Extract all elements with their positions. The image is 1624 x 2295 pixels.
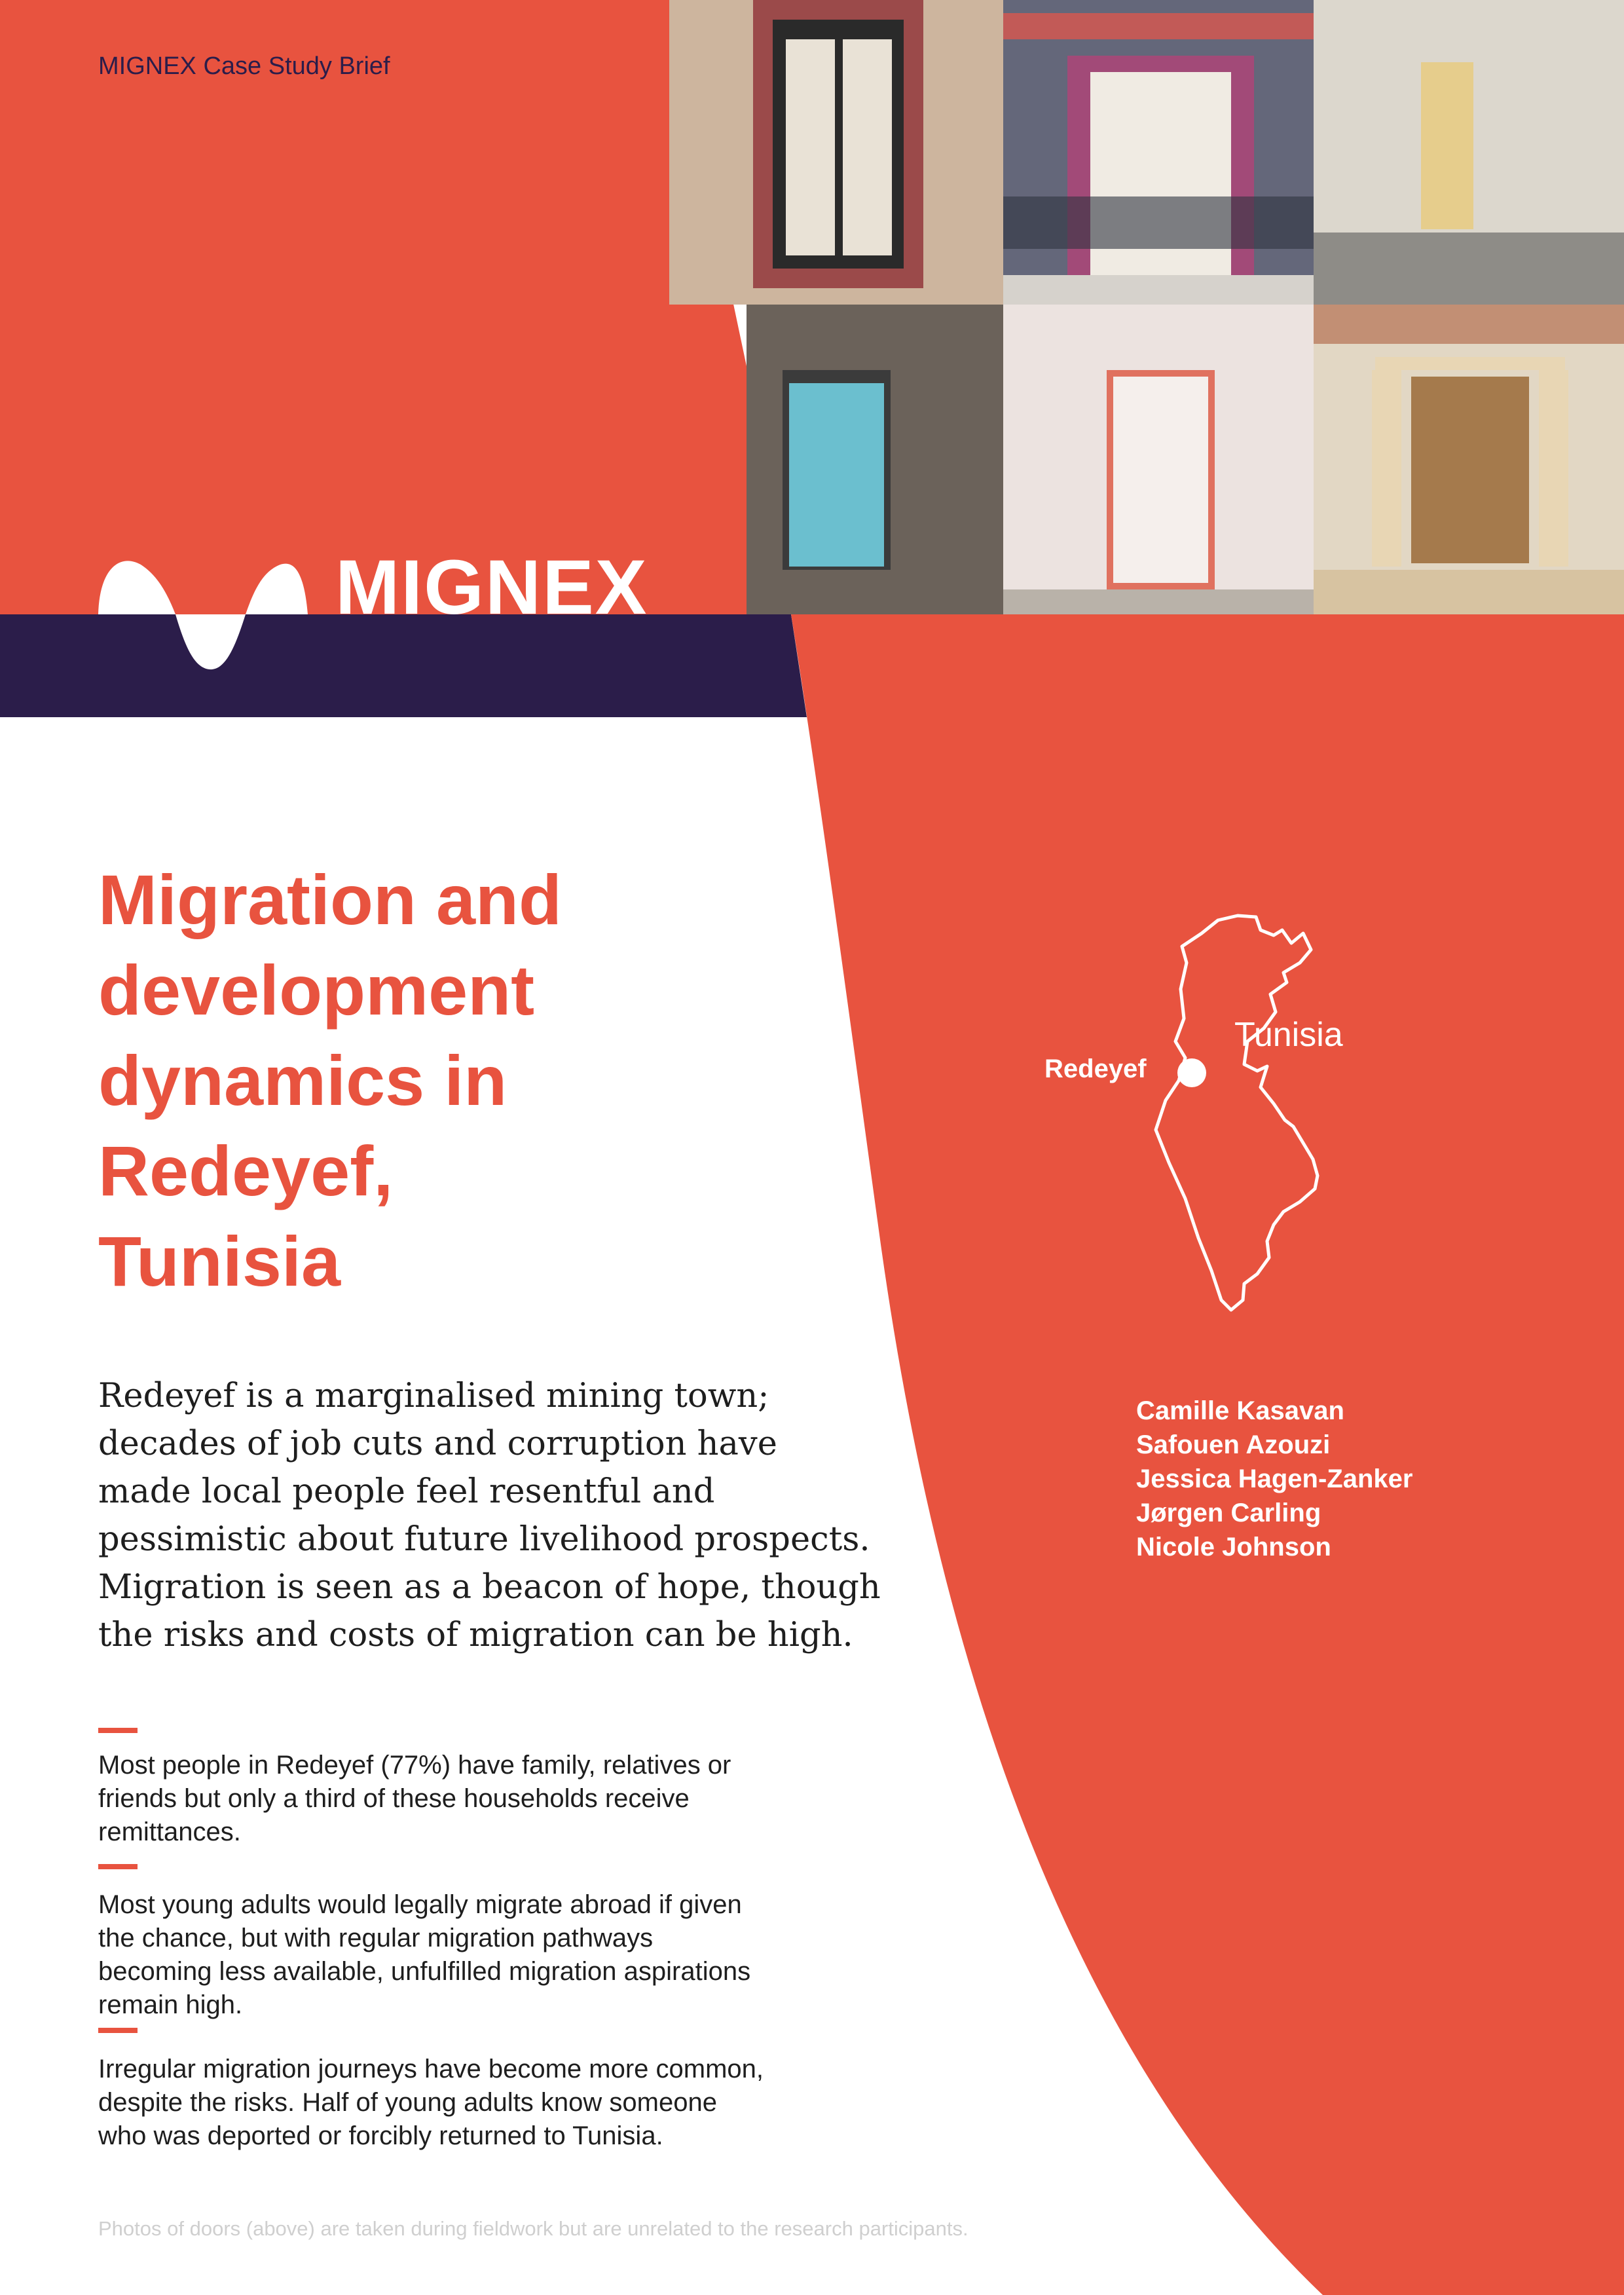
key-point-2 <box>98 1888 871 2022</box>
page-title <box>98 855 688 1307</box>
key-point-line: remittances. <box>98 1818 241 1846</box>
redeyef-marker-icon <box>1177 1058 1206 1087</box>
key-point-divider <box>98 1728 138 1733</box>
author-name: Safouen Azouzi <box>1136 1430 1331 1459</box>
lead-line: decades of job cuts and corruption have <box>98 1425 777 1463</box>
key-point-1 <box>98 1749 871 1849</box>
door-photo-6 <box>1314 305 1624 614</box>
mignex-logo-text: MIGNEX <box>335 544 648 631</box>
key-point-line: Most young adults would legally migrate abroad if given <box>98 1890 742 1919</box>
map-town-label: Redeyef <box>1044 1054 1147 1083</box>
key-point-line: friends but only a third of these households receive <box>98 1784 690 1813</box>
author-list <box>1136 1394 1412 1564</box>
title-line: Migration and <box>98 860 562 939</box>
key-point-line: who was deported or forcibly returned to Tunisia. <box>98 2121 663 2150</box>
lead-line: Migration is seen as a beacon of hope, though <box>98 1568 881 1607</box>
door-photo-5 <box>1003 305 1314 614</box>
author-name: Nicole Johnson <box>1136 1533 1331 1561</box>
key-point-divider <box>98 2028 138 2033</box>
door-photo-3 <box>1314 0 1624 305</box>
key-point-line: Most people in Redeyef (77%) have family, relatives or <box>98 1751 731 1780</box>
map-country-label: Tunisia <box>1234 1016 1343 1054</box>
title-line: Tunisia <box>98 1222 341 1301</box>
title-line: dynamics in <box>98 1041 507 1120</box>
door-photo-1 <box>669 0 1003 305</box>
key-point-line: despite the risks. Half of young adults know someone <box>98 2088 717 2117</box>
title-line: Redeyef, <box>98 1131 394 1210</box>
brief-label: MIGNEX Case Study Brief <box>98 52 390 80</box>
author-name: Jørgen Carling <box>1136 1499 1321 1527</box>
key-point-divider <box>98 1864 138 1869</box>
key-point-line: Irregular migration journeys have become more common, <box>98 2055 764 2083</box>
lead-line: made local people feel resentful and <box>98 1472 715 1511</box>
lead-line: the risks and costs of migration can be high. <box>98 1616 853 1654</box>
key-point-line: becoming less available, unfulfilled migration aspirations <box>98 1957 751 1986</box>
title-line: development <box>98 950 535 1030</box>
lead-line: Redeyef is a marginalised mining town; <box>98 1377 769 1415</box>
lead-line: pessimistic about future livelihood prospects. <box>98 1520 870 1559</box>
key-point-line: the chance, but with regular migration pathways <box>98 1924 654 1952</box>
key-point-3 <box>98 2053 871 2153</box>
author-name: Jessica Hagen-Zanker <box>1136 1465 1413 1493</box>
door-photo-4 <box>747 305 1003 614</box>
lead-paragraph <box>98 1372 884 1659</box>
door-photo-2 <box>1003 0 1314 305</box>
author-name: Camille Kasavan <box>1136 1396 1344 1425</box>
photo-caption: Photos of doors (above) are taken during fieldwork but are unrelated to the research participants. <box>98 2217 969 2240</box>
key-point-line: remain high. <box>98 1990 243 2019</box>
